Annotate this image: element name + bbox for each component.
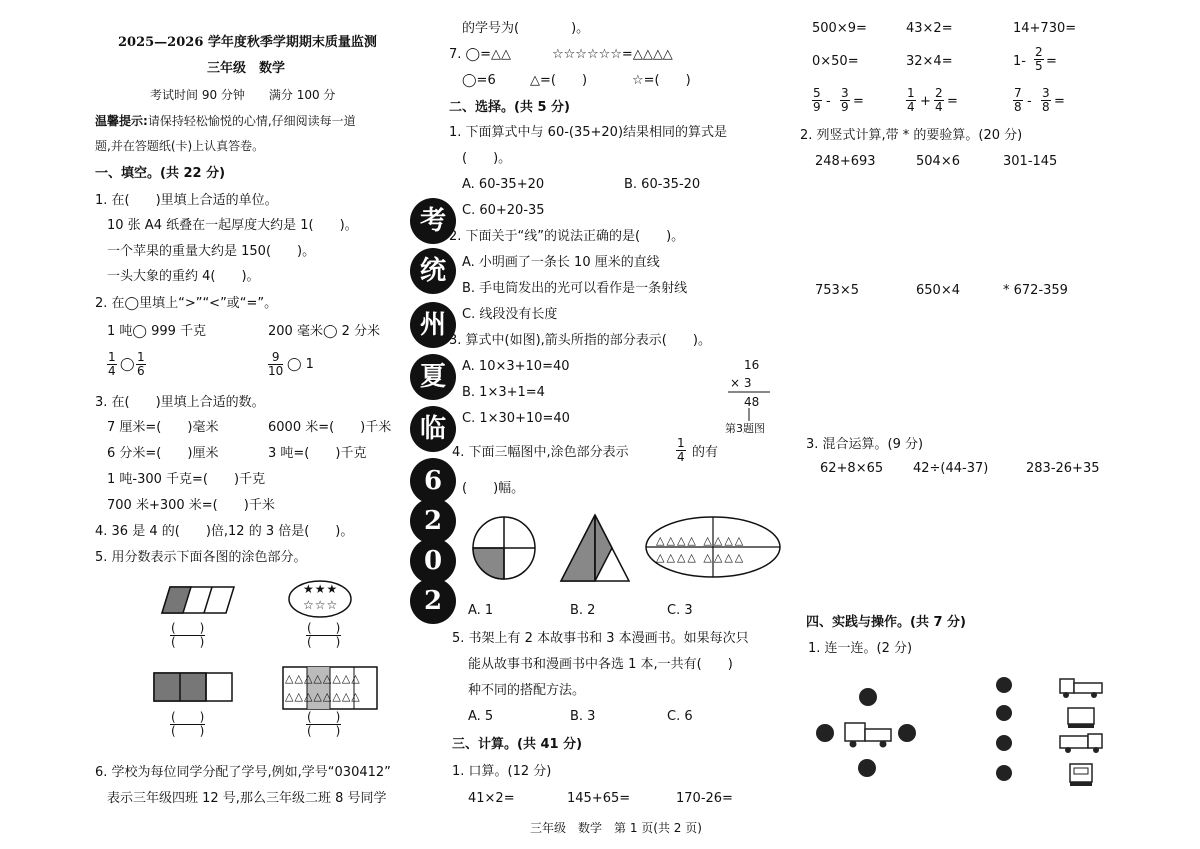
vertical-calc: 301-145	[1003, 154, 1058, 169]
q1-1a: 10 张 A4 纸叠在一起厚度大约是 1( )。	[107, 218, 358, 233]
section-2-heading: 二、选择。(共 5 分)	[449, 100, 570, 115]
fraction: $\frac{5}{9}$	[813, 86, 821, 114]
exam-subject: 三年级 数学	[207, 61, 286, 76]
truck-front-view-icon	[1070, 764, 1092, 786]
vertical-calc: 650×4	[916, 283, 960, 298]
fig-product: 48	[744, 395, 760, 409]
stamp-char: 考	[410, 198, 456, 244]
fraction-1-6: $\frac{1}{6}$	[137, 350, 145, 378]
q1-2a: 1 吨◯ 999 千克	[107, 324, 207, 339]
truck-side-view-icon	[1060, 679, 1102, 698]
equals-sign: =	[853, 94, 864, 109]
q1-6-line-2: 表示三年级四班 12 号,那么三年级二班 8 号同学	[107, 791, 387, 806]
fraction-1-4: $\frac{1}{4}$	[677, 436, 685, 464]
fraction-2-5: $\frac{2}{5}$	[1035, 45, 1043, 73]
q1-3d: 3 吨=( )千克	[268, 446, 367, 461]
stamp-char: 6	[410, 458, 456, 504]
child-head-icon	[859, 688, 877, 706]
q1-2-text: 2. 在◯里填上“>”“<”或“=”。	[95, 296, 278, 311]
truck-observers-figure	[815, 687, 920, 779]
stamp-char: 2	[410, 578, 456, 624]
oral-calc: 14+730=	[1013, 21, 1077, 36]
operator: +	[920, 94, 931, 109]
q4-1-text: 1. 连一连。(2 分)	[808, 641, 913, 656]
q2-3-option-c: C. 1×30+10=40	[462, 411, 570, 426]
q1-7-line-1b: ☆☆☆☆☆☆=△△△△	[552, 47, 673, 62]
truck-views-column	[1058, 674, 1108, 788]
q1-3-text: 3. 在( )里填上合适的数。	[95, 395, 265, 410]
q1-1b: 一个苹果的重量大约是 150( )。	[107, 244, 316, 259]
fraction-9-10: $\frac{9}{10}$	[268, 350, 284, 378]
child-head-icon	[858, 759, 876, 777]
truck-icon	[845, 723, 891, 748]
q2-2-option-a: A. 小明画了一条长 10 厘米的直线	[462, 255, 660, 270]
shaded-circle-figure	[472, 516, 536, 580]
stamp-char: 统	[410, 248, 456, 294]
ellipse-triangles-top: △△△△ △△△△	[656, 534, 746, 547]
compare-circle: ◯	[120, 357, 135, 372]
fraction: $\frac{7}{8}$	[1014, 86, 1022, 114]
q2-2-text: 2. 下面关于“线”的说法正确的是( )。	[449, 229, 685, 244]
answer-fraction-blank[interactable]: ( ) ( )	[171, 710, 205, 738]
q1-2b: 200 毫米◯ 2 分米	[268, 324, 381, 339]
page-footer: 三年级 数学 第 1 页(共 2 页)	[530, 821, 702, 835]
shaded-triangle-figure	[560, 514, 630, 582]
vertical-calc: 753×5	[815, 283, 859, 298]
q1-1c: 一头大象的重约 4( )。	[107, 269, 260, 284]
oral-calc-lead: 1-	[1013, 54, 1026, 69]
ellipse-triangles-bottom: △△△△ △△△△	[656, 551, 746, 564]
q2-1-text: 1. 下面算式中与 60-(35+20)结果相同的算式是	[449, 125, 728, 140]
q1-4-text: 4. 36 是 4 的( )倍,12 的 3 倍是( )。	[95, 524, 354, 539]
child-head-icon	[996, 765, 1012, 781]
q1-1-text: 1. 在( )里填上合适的单位。	[95, 193, 278, 208]
mixed-calc: 283-26+35	[1026, 461, 1100, 476]
q2-5-line-2: 能从故事书和漫画书中各选 1 本,一共有( )	[468, 657, 733, 672]
answer-fraction-blank[interactable]: ( ) ( )	[307, 710, 341, 738]
exam-title: 2025—2026 学年度秋季学期期末质量监测	[118, 35, 377, 50]
stamp-char: 夏	[410, 354, 456, 400]
oral-calc: 41×2=	[468, 791, 515, 806]
q2-5-line-1: 5. 书架上有 2 本故事书和 3 本漫画书。如果每次只	[452, 631, 749, 646]
fig-caption: 第3题图	[725, 422, 765, 435]
q1-6-line-3: 的学号为( )。	[462, 21, 590, 36]
compare-with-1: ◯ 1	[287, 357, 314, 372]
child-head-icon	[898, 724, 916, 742]
q2-1-option-c: C. 60+20-35	[462, 203, 545, 218]
tip-text-1: 请保持轻松愉悦的心情,仔细阅读每一道	[147, 114, 356, 128]
q2-4-option-b: B. 2	[570, 603, 596, 618]
q2-2-option-c: C. 线段没有长度	[462, 307, 558, 322]
fraction: $\frac{3}{9}$	[841, 86, 849, 114]
q1-7-triangle: △=( )	[530, 73, 588, 88]
exam-time-info: 考试时间 90 分钟 满分 100 分	[150, 88, 336, 102]
q2-4-blank: ( )幅。	[462, 481, 525, 496]
filled-stars: ★★★	[303, 582, 339, 596]
equals-sign: =	[1054, 94, 1065, 109]
q2-3-option-a: A. 10×3+10=40	[462, 359, 570, 374]
q1-3f: 700 米+300 米=( )千米	[107, 498, 275, 513]
q2-4-text-tail: 的有	[692, 445, 719, 460]
stamp-char: 0	[410, 538, 456, 584]
q1-3a: 7 厘米=( )毫米	[107, 420, 219, 435]
q1-7-circle: ◯=6	[462, 73, 496, 88]
answer-fraction-blank[interactable]: ( ) ( )	[171, 621, 205, 649]
child-head-icon	[816, 724, 834, 742]
fraction-1-4: $\frac{1}{4}$	[108, 350, 116, 378]
q1-5-text: 5. 用分数表示下面各图的涂色部分。	[95, 550, 307, 565]
stamp-char: 临	[410, 406, 456, 452]
fig-multiplicand: 16	[744, 358, 760, 372]
q2-5-line-3: 种不同的搭配方法。	[468, 683, 586, 698]
truck-side-view-icon	[1060, 734, 1102, 753]
tip-line-1	[95, 112, 356, 130]
parallelogram-strip-figure	[162, 586, 236, 614]
q2-3-option-b: B. 1×3+1=4	[462, 385, 545, 400]
fraction: $\frac{2}{4}$	[935, 86, 943, 114]
oral-calc: 43×2=	[906, 21, 953, 36]
q3-1-text: 1. 口算。(12 分)	[452, 764, 552, 779]
child-head-icon	[996, 705, 1012, 721]
oral-calc: 170-26=	[676, 791, 733, 806]
oral-calc: 145+65=	[567, 791, 631, 806]
tip-line-2: 题,并在答题纸(卡)上认真答卷。	[95, 139, 265, 153]
equals-sign: =	[947, 94, 958, 109]
empty-stars: ☆☆☆	[303, 598, 339, 612]
q1-3c: 6 分米=( )厘米	[107, 446, 219, 461]
truck-back-view-icon	[1068, 708, 1094, 728]
mixed-calc: 42÷(44-37)	[913, 461, 989, 476]
q1-3e: 1 吨-300 千克=( )千克	[107, 472, 266, 487]
section-4-heading: 四、实践与操作。(共 7 分)	[806, 615, 966, 630]
vertical-calc: 504×6	[916, 154, 960, 169]
q2-1-option-b: B. 60-35-20	[624, 177, 701, 192]
triangles-row-2: △△△△△△△△	[285, 690, 361, 703]
q1-7-star: ☆=( )	[632, 73, 691, 88]
q2-4-text: 4. 下面三幅图中,涂色部分表示	[452, 445, 629, 460]
q1-6-line-1: 6. 学校为每位同学分配了学号,例如,学号“030412”	[95, 765, 391, 780]
child-head-icon	[996, 677, 1012, 693]
rectangle-strip-figure	[153, 672, 233, 702]
q2-4-option-a: A. 1	[468, 603, 494, 618]
operator: -	[826, 94, 831, 109]
equals-sign: =	[1046, 54, 1057, 69]
child-heads-column	[995, 676, 1013, 784]
vertical-calc: * 672-359	[1003, 283, 1068, 298]
fraction: $\frac{3}{8}$	[1042, 86, 1050, 114]
q1-3b: 6000 米=( )千米	[268, 420, 392, 435]
mixed-calc: 62+8×65	[820, 461, 884, 476]
q1-7-line-1a: 7. ◯=△△	[449, 47, 511, 62]
q3-3-text: 3. 混合运算。(9 分)	[806, 437, 924, 452]
tip-label: 温馨提示:	[95, 114, 148, 128]
q2-5-option-a: A. 5	[468, 709, 494, 724]
q2-5-option-c: C. 6	[667, 709, 693, 724]
operator: -	[1027, 94, 1032, 109]
stamp-char: 2	[410, 498, 456, 544]
oral-calc: 0×50=	[812, 54, 859, 69]
q2-3-text: 3. 算式中(如图),箭头所指的部分表示( )。	[449, 333, 711, 348]
q2-1-blank: ( )。	[462, 151, 512, 166]
fig-multiplier: × 3	[730, 376, 752, 390]
oral-calc: 32×4=	[906, 54, 953, 69]
q2-5-option-b: B. 3	[570, 709, 596, 724]
fraction: $\frac{1}{4}$	[907, 86, 915, 114]
q3-2-text: 2. 列竖式计算,带 * 的要验算。(20 分)	[800, 128, 1023, 143]
answer-fraction-blank[interactable]: ( ) ( )	[307, 621, 341, 649]
q2-1-option-a: A. 60-35+20	[462, 177, 545, 192]
child-head-icon	[996, 735, 1012, 751]
q2-2-option-b: B. 手电筒发出的光可以看作是一条射线	[462, 281, 688, 296]
oral-calc: 500×9=	[812, 21, 867, 36]
triangles-row-1: △△△△△△△△	[285, 672, 361, 685]
q2-4-option-c: C. 3	[667, 603, 693, 618]
vertical-calc: 248+693	[815, 154, 876, 169]
section-1-heading: 一、填空。(共 22 分)	[95, 166, 226, 181]
section-3-heading: 三、计算。(共 41 分)	[452, 737, 583, 752]
stamp-char: 州	[410, 302, 456, 348]
